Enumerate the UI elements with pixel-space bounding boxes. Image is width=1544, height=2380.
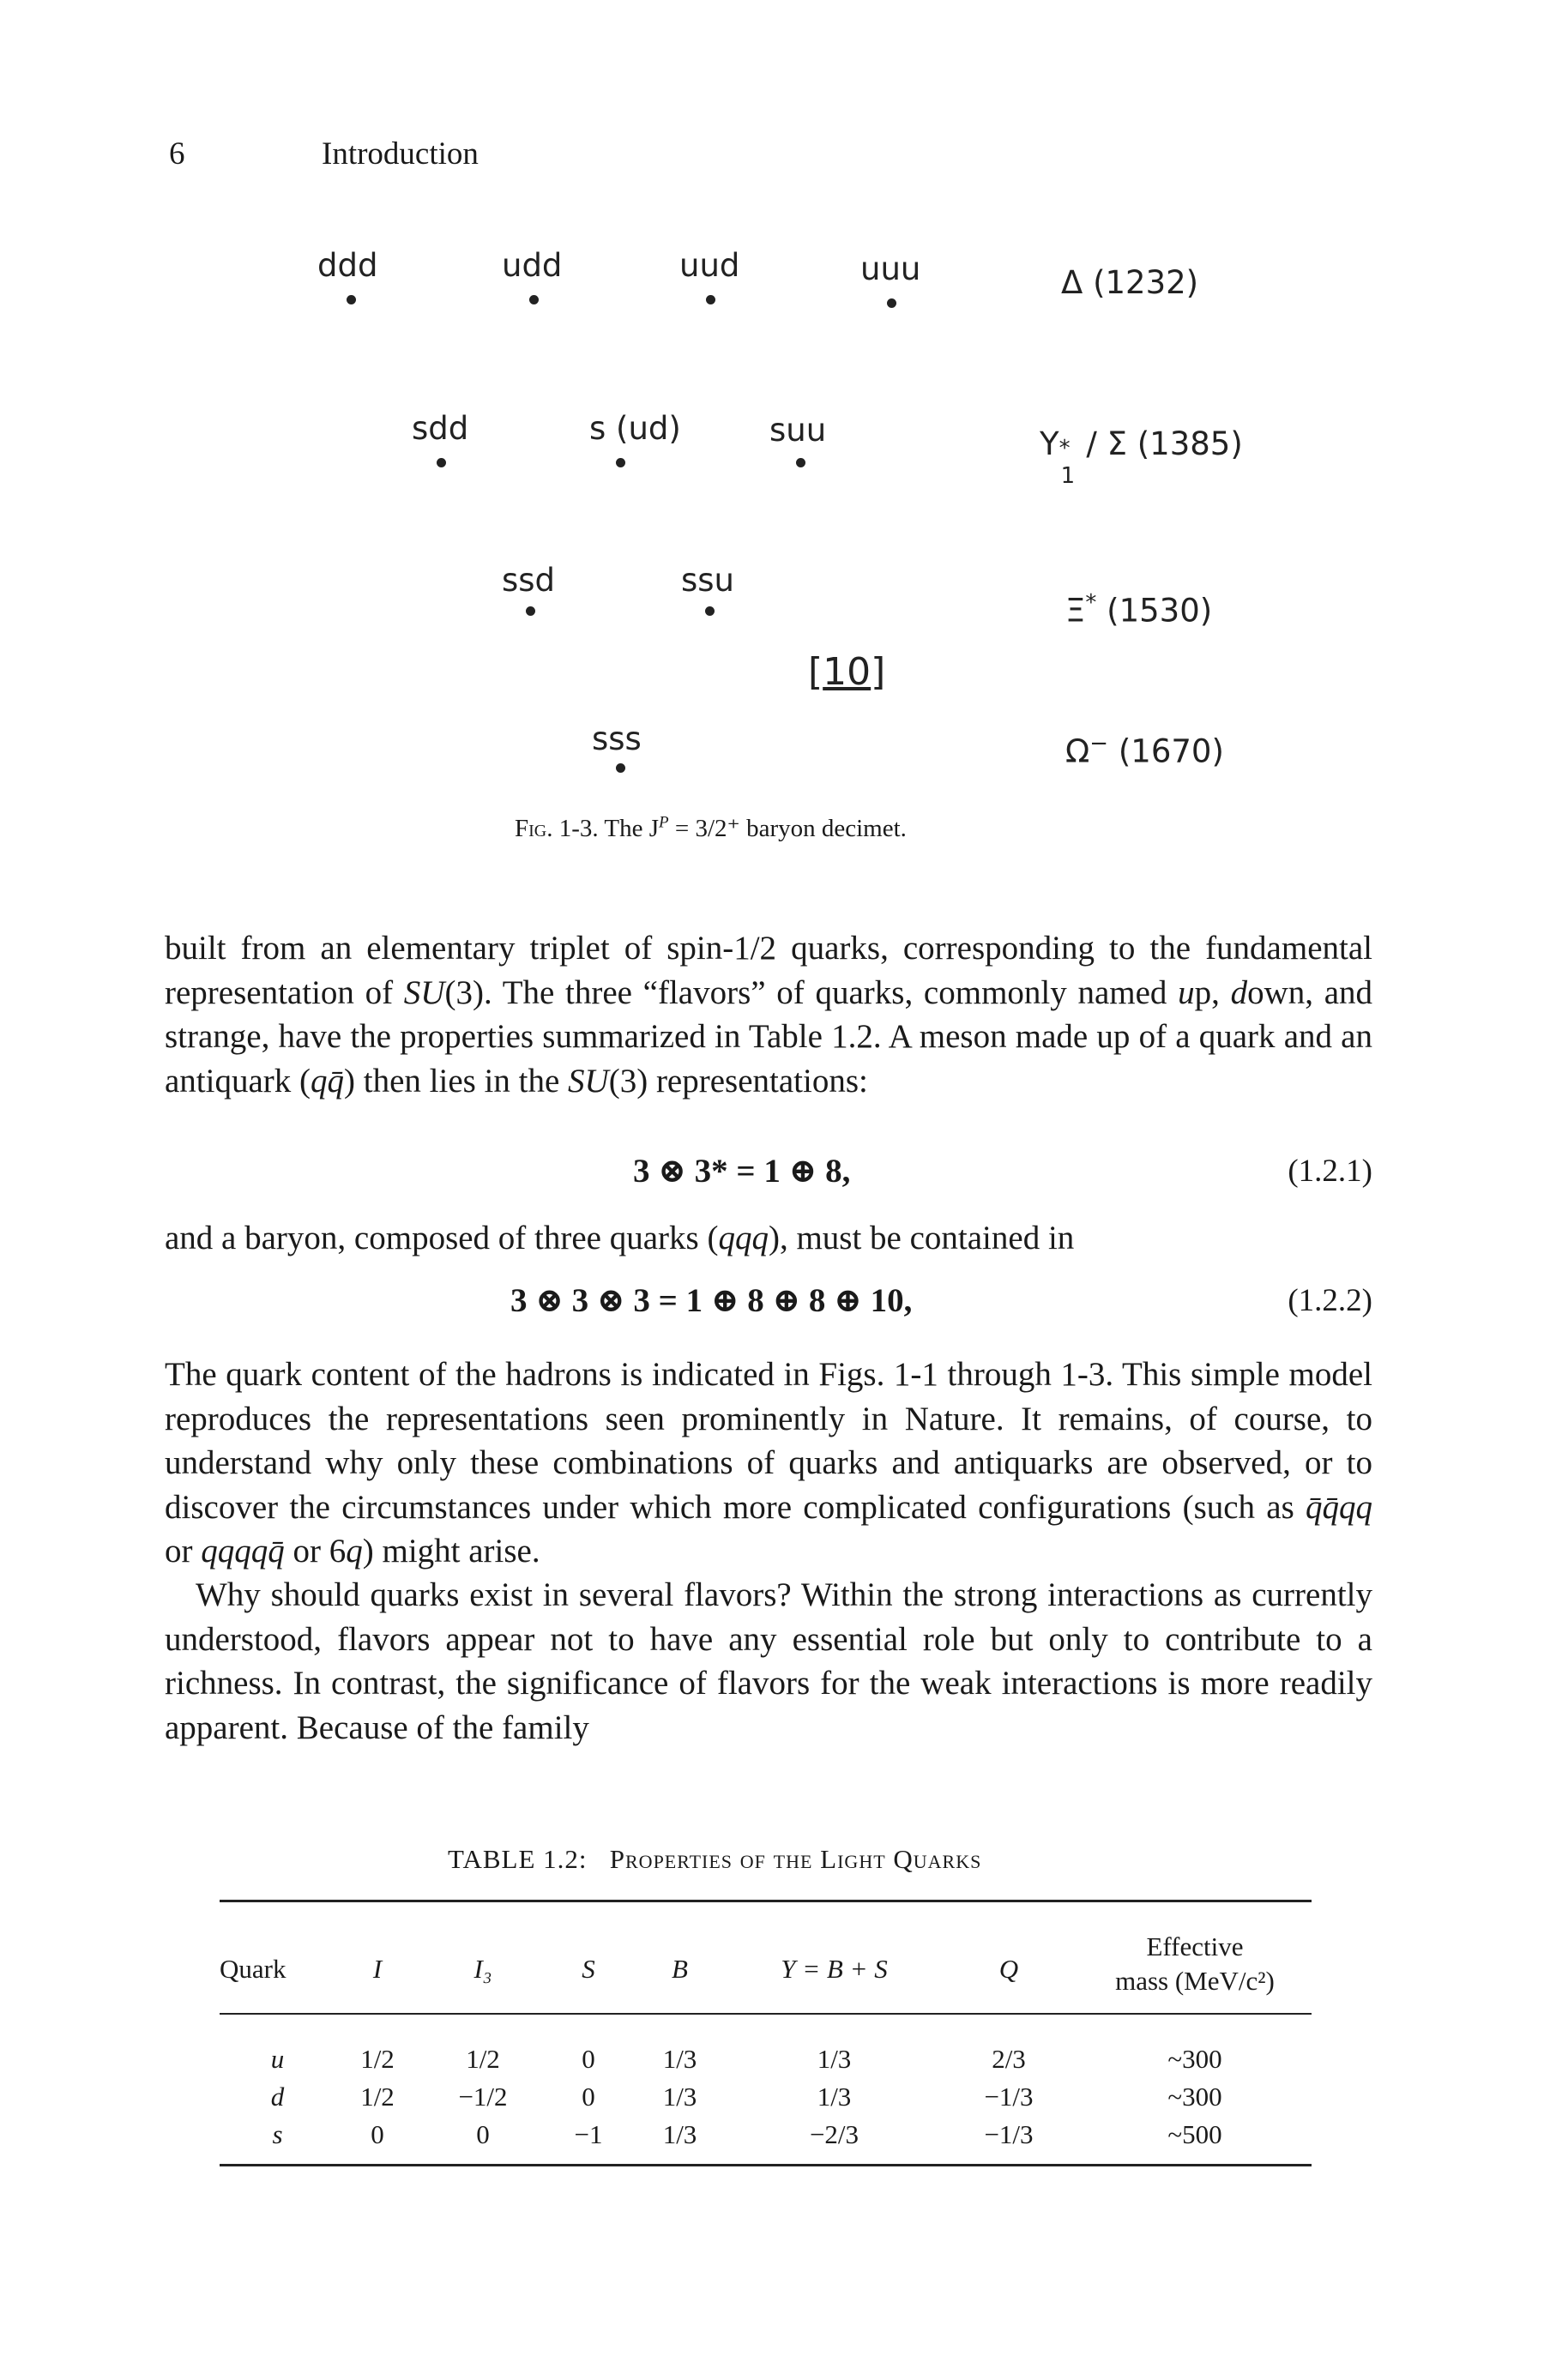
quark-label: uuu (860, 250, 921, 287)
quark-label: sss (592, 720, 642, 757)
quark-label: sdd (412, 410, 469, 447)
state-dot (887, 298, 896, 308)
table-bottom-rule (220, 2164, 1312, 2166)
paragraph: and a baryon, composed of three quarks (qqq), must be contained in (165, 1220, 1075, 1256)
baryon-decimet-figure (0, 0, 1544, 858)
state-dot (706, 295, 715, 304)
state-dot (705, 606, 715, 616)
quark-label: s (ud) (589, 410, 681, 447)
state-dot (616, 458, 625, 467)
particle-label: Y * 1 / Σ (1385) (1040, 425, 1243, 489)
table-row: s 0 0 −1 1/3 −2/3 −1/3 ~500 (272, 2119, 1222, 2149)
equation-1-2-2: 3 ⊗ 3 ⊗ 3 = 1 ⊕ 8 ⊕ 8 ⊕ 10, (510, 1282, 913, 1319)
equation-1-2-1: 3 ⊗ 3* = 1 ⊕ 8, (633, 1153, 851, 1190)
quark-label: uud (679, 247, 740, 284)
state-dot (437, 458, 446, 467)
column-header: I (372, 1954, 383, 1984)
figure-caption: Fig. 1-3. The $J^P = 3/2^+$ baryon decimet. (515, 813, 907, 842)
running-title: Introduction (322, 136, 479, 172)
column-header: Y = B + S (781, 1954, 888, 1984)
column-header: S (582, 1954, 595, 1984)
column-header: B (672, 1954, 688, 1984)
state-dot (529, 295, 539, 304)
quark-label: udd (502, 247, 563, 284)
quark-properties-table (220, 1900, 1312, 2154)
table-header-row (220, 1900, 1312, 2013)
state-dot (526, 606, 535, 616)
quark-label: ssd (502, 562, 556, 599)
equation-number: (1.2.2) (1288, 1283, 1372, 1318)
particle-label: Δ (1232) (1061, 264, 1199, 301)
column-header: Quark (220, 1954, 286, 1984)
paragraph: Why should quarks exist in several flavors? Within the strong interactions as currently understood, flavors appear not to have any essential role but only to contribute to a richness. In contrast, the significance of flavors for the weak interactions is more readily apparent. Because of the family (165, 1576, 1372, 1746)
state-dot (347, 295, 356, 304)
page-number: 6 (169, 136, 185, 172)
equation-number: (1.2.1) (1288, 1154, 1372, 1189)
quark-label: ssu (681, 562, 735, 599)
table-row: d 1/2 −1/2 0 1/3 1/3 −1/3 ~300 (270, 2082, 1222, 2112)
state-dot (796, 458, 805, 467)
column-header: Q (998, 1954, 1019, 1984)
particle-label: Ω− (1670) (1065, 731, 1224, 770)
quark-label: ddd (317, 247, 378, 284)
paragraph: built from an elementary triplet of spin-1/2 quarks, corresponding to the fundamental representation of SU(3). The three “flavors” of quarks, commonly named up, down, and strange, have the properties summarized in Table 1.2. A meson made up of a quark and an antiquark (qq̄) then lies in the SU(3) representations: (165, 930, 1373, 1100)
column-header: Effective mass (MeV/c²) (1115, 1931, 1275, 1996)
column-header: I₃ (473, 1954, 492, 1984)
table-title: TABLE 1.2: Properties of the Light Quarks (448, 1844, 982, 1874)
table-row: u 1/2 1/2 0 1/3 1/3 2/3 ~300 (270, 2044, 1222, 2074)
quark-label: suu (769, 412, 827, 449)
particle-label: Ξ* (1530) (1065, 590, 1213, 630)
multiplet-label: [10] (808, 650, 886, 694)
paragraph: The quark content of the hadrons is indicated in Figs. 1-1 through 1-3. This simple model reproduces the representations seen prominently in Nature. It remains, of course, to understand why only these combinations of quarks and antiquarks are observed, or to discover the circumstances under which more complicated configurations (such as q̄q̄qq or qqqqq̄ or 6q) might arise. (165, 1356, 1372, 1570)
state-dot (616, 763, 625, 773)
